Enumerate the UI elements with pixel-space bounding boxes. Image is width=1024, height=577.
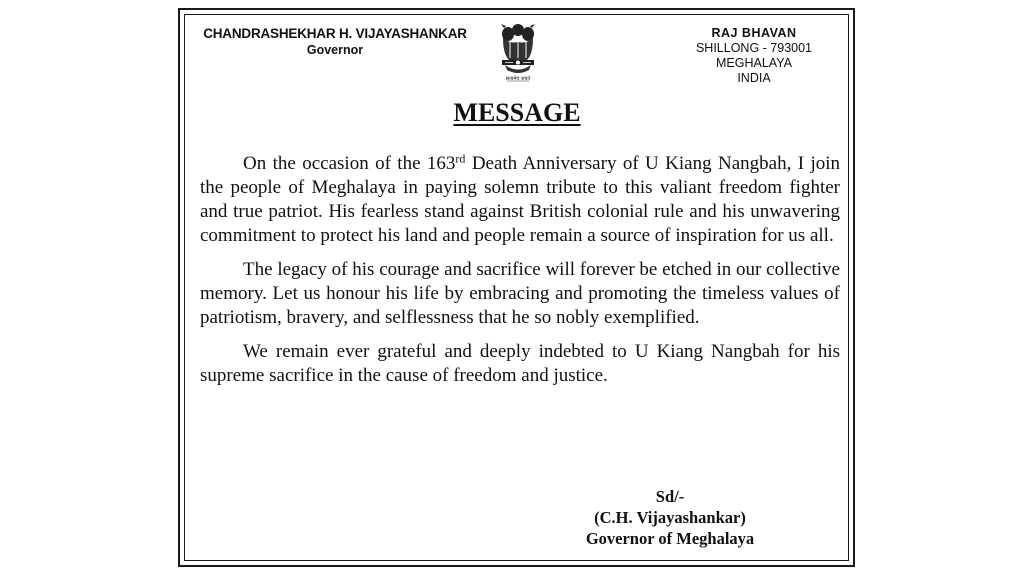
ordinal-suffix: rd bbox=[455, 151, 466, 166]
signatory-name: (C.H. Vijayashankar) bbox=[594, 508, 746, 527]
signature-block bbox=[570, 486, 770, 549]
message-body bbox=[200, 152, 840, 398]
emblem-motto: सत्यमेव जयते bbox=[505, 76, 531, 82]
sender-designation: Governor bbox=[306, 43, 364, 57]
paragraph-1-start: On the occasion of the 163 bbox=[243, 153, 456, 174]
signature-sd: Sd/- bbox=[655, 487, 685, 506]
paragraph-1 bbox=[200, 152, 840, 248]
paragraph-3: We remain ever grateful and deeply indebted to U Kiang Nangbah for his supreme sacrifice in the cause of freedom and justice. bbox=[200, 341, 840, 386]
paragraph-2: The legacy of his courage and sacrifice will forever be etched in our collective memory. Let us honour his life by embracing and promoting the timeless values of patriotism, bravery, and selflessness that he so nobly exemplified. bbox=[200, 259, 840, 328]
signatory-title: Governor of Meghalaya bbox=[585, 529, 755, 548]
sender-block bbox=[190, 26, 480, 58]
address-block bbox=[688, 26, 820, 86]
address-line-2: SHILLONG - 793001 bbox=[695, 41, 813, 55]
paragraph-1-rest: Death Anniversary of U Kiang Nangbah, I join the people of Meghalaya in paying solemn tribute to this valiant freedom fighter and true patriot. His fearless stand against British colonial rule and his unwavering commitment to protect his land and people remain a source of inspiration for us all. bbox=[200, 153, 841, 246]
address-line-3: MEGHALAYA bbox=[716, 56, 792, 70]
sender-name: CHANDRASHEKHAR H. VIJAYASHANKAR bbox=[203, 26, 467, 41]
address-line-4: INDIA bbox=[737, 71, 771, 85]
message-title: MESSAGE bbox=[453, 98, 581, 127]
address-line-1: RAJ BHAVAN bbox=[711, 26, 797, 40]
